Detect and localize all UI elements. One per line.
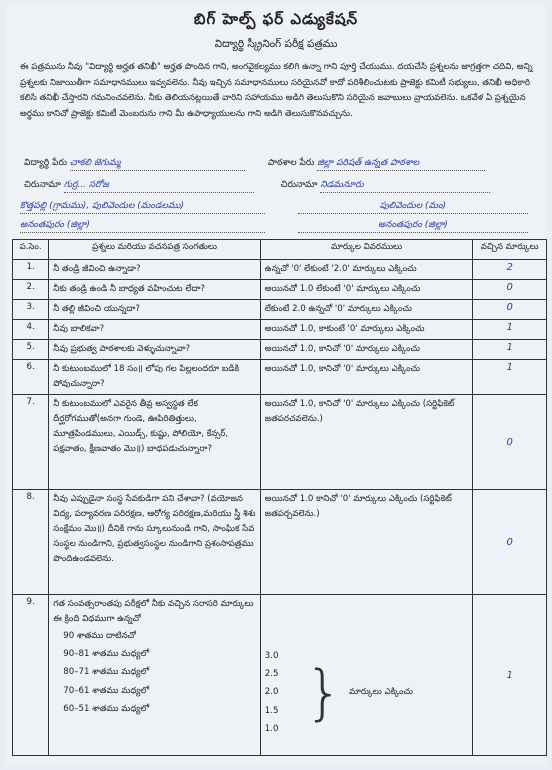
father-value: గుర్ర... సరోజ [64, 180, 254, 193]
score-item: 2.5 [264, 669, 279, 680]
row-question: నీ కుటుంబములో 18 సం॥ లోపు గల పిల్లలందరూ బడికి పోవుచున్నారా? [49, 360, 261, 395]
row-marks-obtained: 1 [473, 320, 547, 340]
row9-marks-rule [260, 595, 473, 756]
row9-ranges [53, 627, 256, 718]
row-question: నీకు తండ్రి ఉండి నీ బాధ్యత వహించుట లేదా? [49, 280, 261, 300]
range-item: 90–81 శాతము మధ్యలో [63, 649, 150, 660]
row-marks-obtained: 1 [473, 360, 547, 395]
school-name-value: జిల్లా పరిషత్ ఉన్నత పాఠశాల [317, 158, 485, 171]
row-marks-obtained: 0 [473, 490, 547, 595]
school-name-label: పాఠశాల పేరు [267, 158, 315, 168]
table-row-9 [13, 595, 547, 756]
row-question: నీ తల్లి జీవించి యున్నదా? [49, 300, 261, 320]
village-mandal-left: కొత్తపల్లి (గ్రామము), పులివెందుల (మండలము) [20, 201, 265, 214]
table-row [13, 260, 547, 280]
row-marks-rule: అయినచో 1.0, కానిచో '0' మార్కులు ఎక్కించు [260, 340, 473, 360]
address-value: నిడమనూరు [320, 180, 490, 193]
row-marks-obtained: 0 [473, 300, 547, 320]
table-row [13, 395, 547, 490]
screening-table [12, 239, 547, 756]
intro-paragraph: ఈ పత్రమును నీవు "విద్యార్థి అర్హత తనిఖీ" అర్హత పొందిన గాని, అంగవైకల్యము కలిగి ఉన్నా గాని పూర్తి చేయుము. దయచేసి ప్రశ్నలను జాగ్రత్తగా చదివి, అన్ని ప్రశ్నలకు నిజాయితీగా సమాధానములు ఇవ్వవలెను. నీవు ఇచ్చిన సమాధానములు సరియైనవో కాదో పరిశీలించుటకు ప్రాజెక్టు కమిటీ సభ్యులు, తనిఖీ అధికారి కలిసి తనిఖీ చేస్తారని గమనించవలెను. నీకు తెలియనట్లయితే వారిని సహాయము అడిగి తెలుసుకొని సరియైన జవాబులు వ్రాయవలెను. ఒకవేళ ఏ ప్రశ్నయైన అర్థము కానిచో ప్రాజెక్టు కమిటీ మెంబరును గాని మీ ఉపాధ్యాయులను గాని అడిగి తెలుసుకొనవచ్చును. [20, 62, 533, 119]
table-row [13, 300, 547, 320]
table-row [13, 360, 547, 395]
village-mandal-right: పులివెందుల (మం) [298, 201, 528, 214]
score-item: 2.0 [264, 687, 279, 698]
row-number: 4. [13, 320, 49, 340]
page-subtitle: విద్యార్థి స్క్రీనింగ్ పరీక్ష పత్రము [214, 38, 338, 50]
form-row-4 [20, 220, 534, 233]
address-label: చిరునామా [280, 180, 318, 190]
row-question: నీవు ప్రభుత్వ పాఠశాలకు వెళ్ళుచున్నావా? [49, 340, 261, 360]
row-number: 1. [13, 260, 49, 280]
score-item: 1.5 [264, 705, 279, 716]
brace-icon: } [304, 657, 343, 728]
score-item: 3.0 [264, 651, 279, 661]
row-marks-rule: లేకుంటే 2.0 ఉన్నచో '0' మార్కులు ఎక్కించు [260, 300, 473, 320]
range-item: 60–51 శాతము మధ్యలో [63, 703, 150, 714]
header-marks-obtained: వచ్చిన మార్కులు [473, 240, 547, 260]
range-item: 70–61 శాతము మధ్యలో [63, 685, 150, 696]
row-number: 7. [13, 395, 49, 490]
row-marks-rule: అయినచో 1.0 లేకుంటే '0' మార్కులు ఎక్కించు [260, 280, 473, 300]
father-label: చిరునామా [24, 180, 61, 190]
table-row [13, 280, 547, 300]
row-marks-rule: అయినచో 1.0, కానిచో '0' మార్కులు ఎక్కించు [260, 360, 473, 395]
student-name-value: చాకలి జెగుమ్మ [70, 158, 245, 171]
row-number: 9. [13, 595, 49, 756]
row-number: 2. [13, 280, 49, 300]
district-right: అనంతపురం (జిల్లా) [298, 220, 528, 233]
score-item: 1.0 [264, 723, 279, 734]
row9-scores [265, 647, 305, 738]
header-serial: ప.సెం. [13, 240, 49, 260]
row-marks-obtained: 0 [473, 395, 547, 490]
table-header-row [13, 240, 547, 260]
row-marks-rule: అయినచో 1.0 కానిచో '0' మార్కులు ఎక్కించు (సర్టిఫికెట్ జతపర్చవలెను.) [260, 490, 473, 595]
row-question: నీ తండ్రి జీవించి ఉన్నాడా? [49, 260, 261, 280]
form-row-2 [24, 180, 534, 193]
header-marks-detail: మార్కుల వివరములు [260, 240, 473, 260]
row-marks-obtained: 1 [473, 340, 547, 360]
row-question: నీవు ఎప్పుడైనా సంస్థ సేవకుడిగా పని చేశావా? (వయోజన విద్య, పర్యావరణ పరిరక్షణ, ఆరోగ్య పరిరక్షణ,మరియు స్త్రీ శిశు సంక్షేమం మొ॥) దీనికి గాను స్కూలునుండి గాని, సాంఘిక సేవ సంస్థల నుండిగాని, ప్రభుత్వసంస్థల నుండిగాని ప్రశంసాపత్రము పొందిఉండవలెను. [49, 490, 261, 595]
form-row-3 [20, 201, 534, 214]
range-item: 90 శాతము దాటినచో [63, 631, 136, 641]
header-question: ప్రశ్నలు మరియు వచనపత్ర సంగతులు [49, 240, 261, 260]
row9-desc: మార్కులు ఎక్కించు [348, 687, 413, 697]
row-question: నీవు బాలికవా? [49, 320, 261, 340]
row-marks-obtained: 0 [473, 280, 547, 300]
form-row-1 [24, 158, 534, 171]
row-marks-obtained: 2 [473, 260, 547, 280]
range-item: 80–71 శాతము మధ్యలో [63, 667, 150, 678]
student-name-label: విద్యార్థి పేరు [24, 158, 67, 168]
row-number: 8. [13, 490, 49, 595]
table-row [13, 340, 547, 360]
row9-mark-value: 1 [506, 669, 513, 681]
row-number: 5. [13, 340, 49, 360]
table-row [13, 320, 547, 340]
page-title: బిగ్ హెల్ప్ ఫర్ ఎడ్యుకేషన్ [193, 10, 359, 28]
row9-score-block [265, 647, 469, 738]
row9-marks-obtained [473, 595, 547, 756]
row-marks-rule: అయినచో 1.0, కానిచో '0' మార్కులు ఎక్కించు (సర్టిఫికెట్ జతపరచవలెను.) [260, 395, 473, 490]
row-number: 3. [13, 300, 49, 320]
row-question: నీ కుటుంబములో ఎవరైన తీవ్ర అస్వస్థత లేక దీర్ఘరోగముతో(అనగా గుండె, ఊపిరితిత్తులు, మూత్రపిండములు, ఎయిడ్స్, కుష్టు, పోలియో, కేన్సర్, పక్షవాతం, క్షీణవాతం మొ॥) బాధపడుచున్నారా? [49, 395, 261, 490]
row-number: 6. [13, 360, 49, 395]
table-row [13, 490, 547, 595]
row9-lead: గత సంవత్సరాంతపు పరీక్షలో నీకు వచ్చిన సరాసరి మార్కులు ఈ క్రింది విధముగా ఉన్నచో [53, 599, 254, 624]
row9-question [49, 595, 261, 756]
row-marks-rule: అయినచో 1.0, కాకుంటే '0' మార్కులు ఎక్కించు [260, 320, 473, 340]
district-left: అనంతపురం (జిల్లా) [20, 220, 265, 233]
row-marks-rule: ఉన్నచో '0' లేకుంటే '2.0' మార్కులు ఎక్కించు [260, 260, 473, 280]
